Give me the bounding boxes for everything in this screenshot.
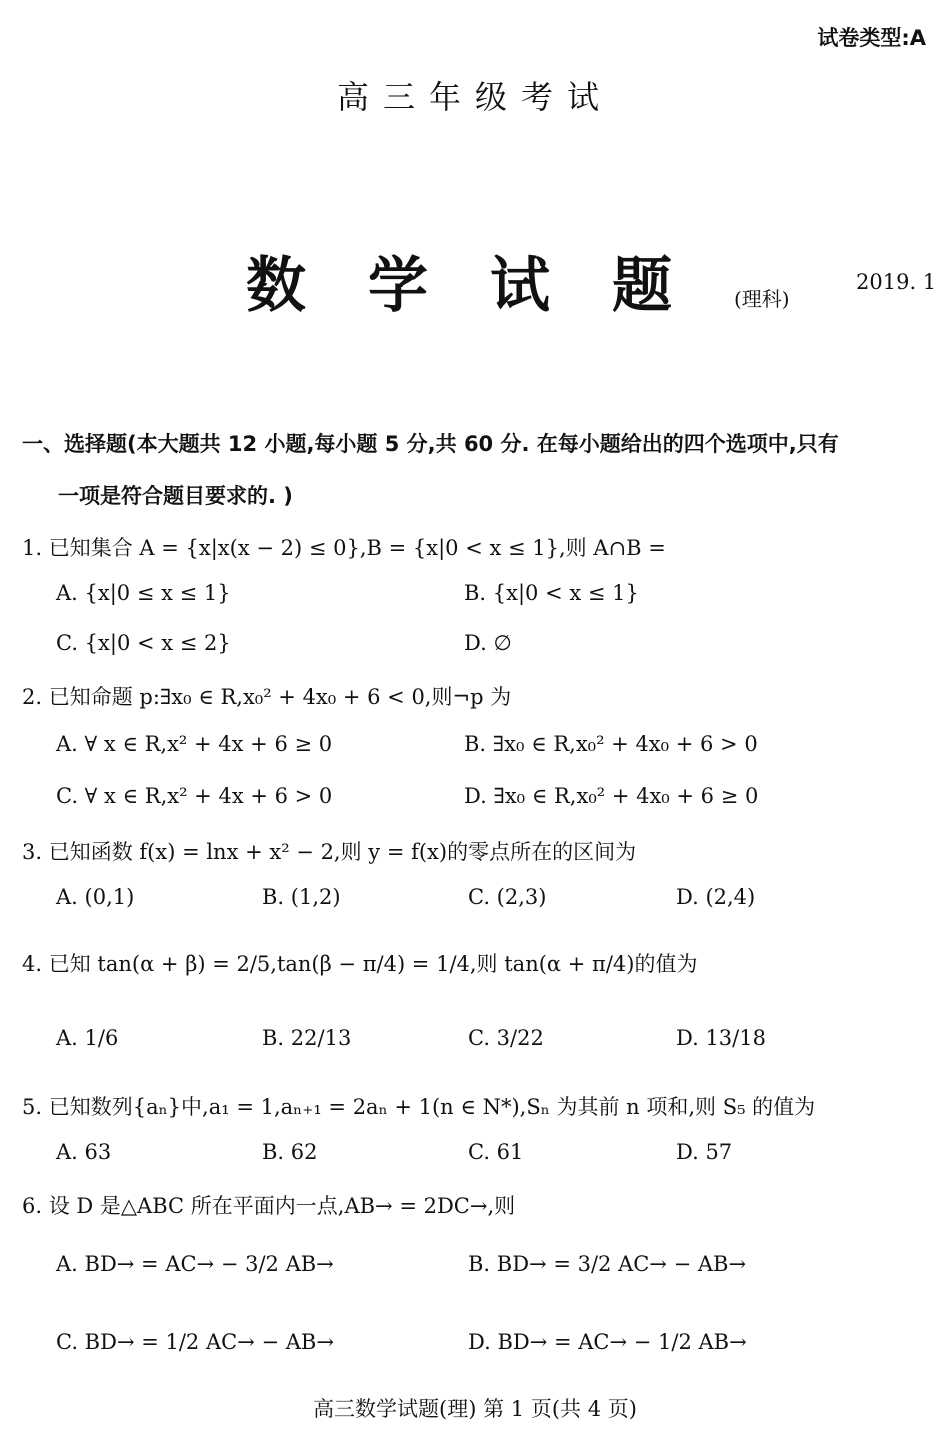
question-6-stem: 6. 设 D 是△ABC 所在平面内一点,AB→ = 2DC→,则: [22, 1194, 516, 1218]
question-6-option-d: D. BD→ = AC→ − 1/2 AB→: [468, 1330, 747, 1354]
question-6-option-b: B. BD→ = 3/2 AC→ − AB→: [468, 1252, 747, 1276]
question-4-option-a: A. 1/6: [56, 1026, 119, 1050]
question-5-option-b: B. 62: [262, 1140, 318, 1164]
question-2-stem: 2. 已知命题 p:∃x₀ ∈ R,x₀² + 4x₀ + 6 < 0,则¬p 为: [22, 685, 512, 709]
title-subtitle: (理科): [734, 287, 790, 311]
question-1-option-d: D. ∅: [464, 631, 512, 655]
question-5-option-a: A. 63: [56, 1140, 112, 1164]
section-heading-line-1: 一、选择题(本大题共 12 小题,每小题 5 分,共 60 分. 在每小题给出的四个选项中,只有: [22, 432, 839, 456]
page-title: [246, 238, 790, 324]
question-1-option-a: A. {x|0 ≤ x ≤ 1}: [56, 581, 231, 605]
question-3-stem: 3. 已知函数 f(x) = lnx + x² − 2,则 y = f(x)的零点所在的区间为: [22, 840, 637, 864]
section-heading-line-2: 一项是符合题目要求的. ): [58, 484, 293, 508]
page-footer: 高三数学试题(理) 第 1 页(共 4 页): [313, 1397, 637, 1421]
question-6-option-c: C. BD→ = 1/2 AC→ − AB→: [56, 1330, 334, 1354]
question-3-option-a: A. (0,1): [56, 885, 135, 909]
question-1-stem: 1. 已知集合 A = {x|x(x − 2) ≤ 0},B = {x|0 < x ≤ 1},则 A∩B =: [22, 536, 666, 560]
question-4-option-d: D. 13/18: [676, 1026, 766, 1050]
question-2-option-a: A. ∀ x ∈ R,x² + 4x + 6 ≥ 0: [56, 732, 333, 756]
question-1-option-b: B. {x|0 < x ≤ 1}: [464, 581, 639, 605]
paper-type-label: 试卷类型:A: [817, 26, 926, 50]
question-4-stem: 4. 已知 tan(α + β) = 2/5,tan(β − π/4) = 1/4,则 tan(α + π/4)的值为: [22, 952, 698, 976]
exam-date: 2019. 1: [856, 270, 937, 294]
question-3-option-d: D. (2,4): [676, 885, 756, 909]
question-2-option-c: C. ∀ x ∈ R,x² + 4x + 6 > 0: [56, 784, 333, 808]
question-5-stem: 5. 已知数列{aₙ}中,a₁ = 1,aₙ₊₁ = 2aₙ + 1(n ∈ N*),Sₙ 为其前 n 项和,则 S₅ 的值为: [22, 1095, 816, 1119]
question-2-option-b: B. ∃x₀ ∈ R,x₀² + 4x₀ + 6 > 0: [464, 732, 758, 756]
question-3-option-c: C. (2,3): [468, 885, 547, 909]
question-4-option-c: C. 3/22: [468, 1026, 544, 1050]
question-1-option-c: C. {x|0 < x ≤ 2}: [56, 631, 231, 655]
question-5-option-d: D. 57: [676, 1140, 733, 1164]
question-2-option-d: D. ∃x₀ ∈ R,x₀² + 4x₀ + 6 ≥ 0: [464, 784, 759, 808]
question-6-option-a: A. BD→ = AC→ − 3/2 AB→: [56, 1252, 334, 1276]
question-5-option-c: C. 61: [468, 1140, 524, 1164]
title-text: 数学试题: [246, 251, 734, 321]
question-4-option-b: B. 22/13: [262, 1026, 352, 1050]
question-3-option-b: B. (1,2): [262, 885, 341, 909]
exam-name: 高三年级考试: [336, 78, 613, 116]
